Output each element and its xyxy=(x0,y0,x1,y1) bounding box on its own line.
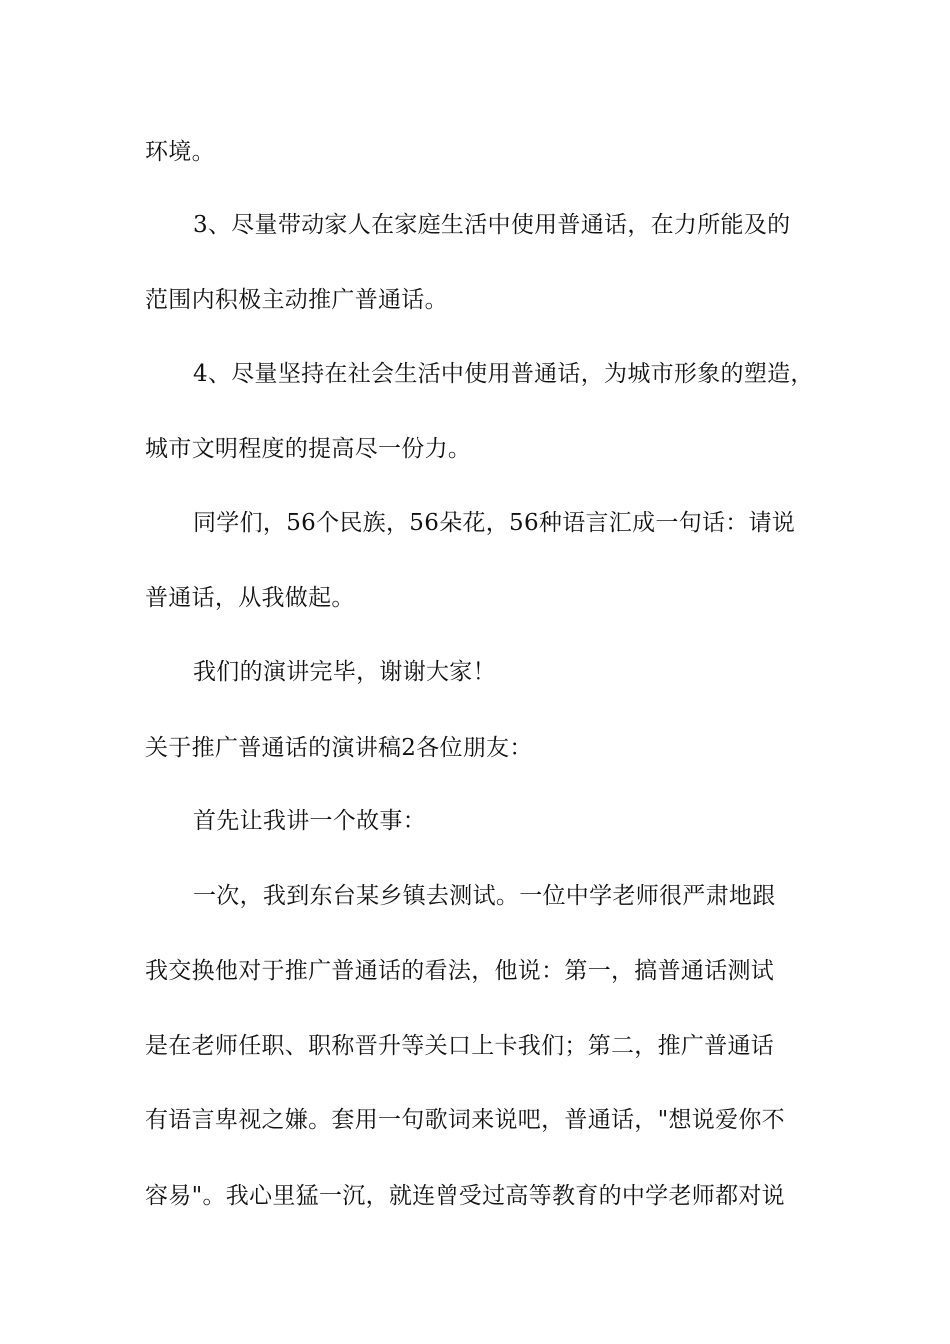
paragraph-line: 普通话，从我做起。 xyxy=(145,585,355,611)
paragraph-line: 一次，我到东台某乡镇去测试。一位中学老师很严肃地跟 xyxy=(193,883,776,909)
paragraph-line: 我交换他对于推广普通话的看法，他说：第一，搞普通话测试 xyxy=(145,958,775,984)
paragraph-line: 范围内积极主动推广普通话。 xyxy=(145,287,448,313)
paragraph-line: 同学们，56个民族，56朵花，56种语言汇成一句话：请说 xyxy=(193,510,796,536)
paragraph-line: 4、尽量坚持在社会生活中使用普通话，为城市形象的塑造， xyxy=(193,361,814,387)
paragraph-line: 有语言卑视之嫌。套用一句歌词来说吧，普通话，"想说爱你不 xyxy=(145,1107,785,1133)
paragraph-line: 是在老师任职、职称晋升等关口上卡我们；第二，推广普通话 xyxy=(145,1033,775,1059)
paragraph-line: 3、尽量带动家人在家庭生活中使用普通话，在力所能及的 xyxy=(193,212,791,238)
paragraph-line: 城市文明程度的提高尽一份力。 xyxy=(145,436,472,462)
paragraph-line: 容易"。我心里猛一沉，就连曾受过高等教育的中学老师都对说 xyxy=(145,1183,785,1209)
paragraph-line: 首先让我讲一个故事： xyxy=(193,808,426,834)
paragraph-line: 我们的演讲完毕，谢谢大家！ xyxy=(193,659,496,685)
paragraph-line: 环境。 xyxy=(145,139,215,165)
section-heading: 关于推广普通话的演讲稿2各位朋友： xyxy=(145,735,533,761)
